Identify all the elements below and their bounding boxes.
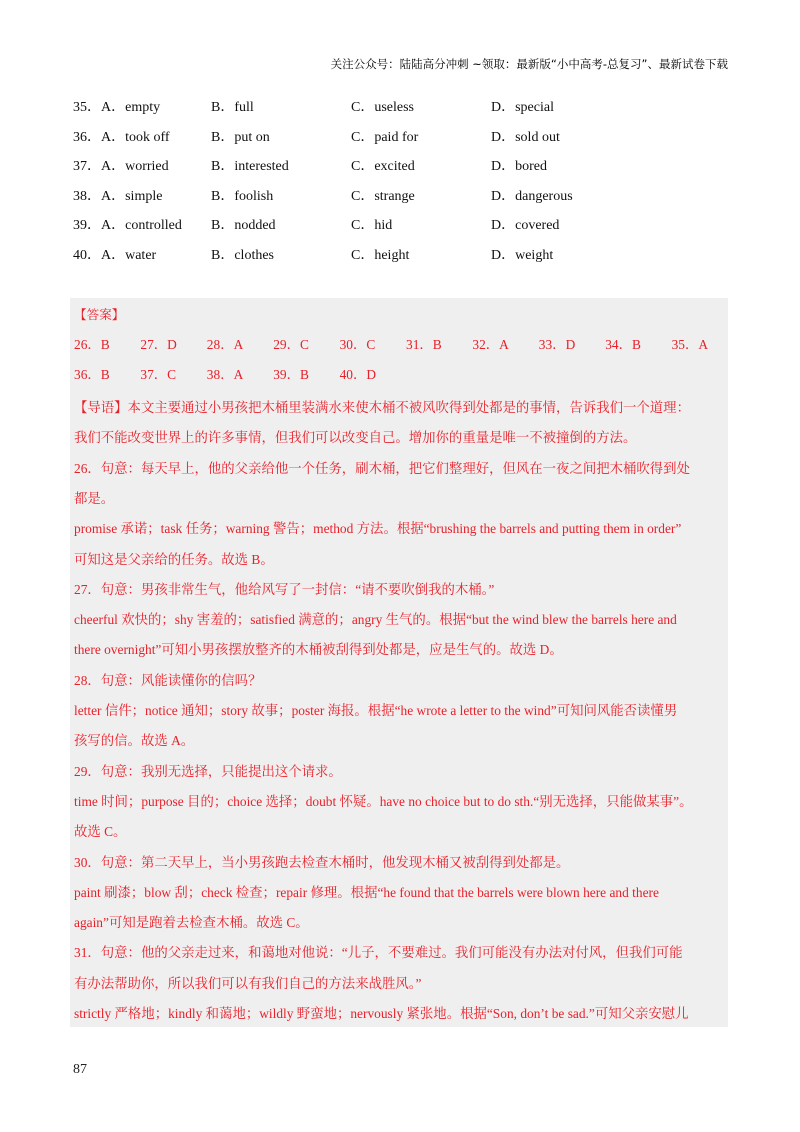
answer-key-item: 31．B — [406, 337, 442, 352]
explanation-line: paint 刷漆；blow 刮；check 检查；repair 修理。根据“he found that the barrels were blown here and there — [74, 884, 659, 900]
explanation-line: 26．句意：每天早上，他的父亲给他一个任务，刷木桶，把它们整理好，但风在一夜之间把木桶吹得到处 — [74, 460, 690, 476]
explanation-line: 31．句意：他的父亲走过来，和蔼地对他说：“儿子，不要难过。我们可能没有办法对付风，但我们可能 — [74, 945, 683, 961]
answer-label: 【答案】 — [74, 307, 125, 322]
explanation-line: time 时间；purpose 目的；choice 选择；doubt 怀疑。have no choice but to do sth.“别无选择，只能做某事”。 — [74, 793, 693, 809]
explanation-line: cheerful 欢快的；shy 害羞的；satisfied 满意的；angry 生气的。根据“but the wind blew the barrels here and — [74, 612, 677, 628]
option-d: D．dangerous — [491, 188, 573, 204]
answer-key-item: 40．D — [339, 367, 377, 382]
option-d: D．covered — [491, 218, 560, 234]
answer-key-item: 39．B — [273, 367, 309, 382]
option-num: 38．A．simple — [73, 188, 163, 204]
option-b: B．full — [211, 100, 254, 115]
answer-key-item: 33．D — [538, 337, 576, 352]
answer-key-item: 26．B — [74, 337, 110, 352]
option-b: B．put on — [211, 129, 270, 145]
explanation-line: 都是。 — [74, 490, 115, 506]
header-note: 关注公众号：陆陆高分冲刺 ~领取：最新版“小中高考-总复习”、最新试卷下载 — [330, 57, 728, 71]
explanation-line: promise 承诺；task 任务；warning 警告；method 方法。根据“brushing the barrels and putting them in order” — [74, 521, 682, 537]
option-row — [73, 186, 733, 216]
option-c: C．useless — [351, 100, 414, 115]
option-b: B．foolish — [211, 188, 274, 204]
answer-key-item: 35．A — [671, 337, 709, 352]
option-c: C．excited — [351, 159, 415, 175]
answer-key-item: 30．C — [339, 337, 376, 352]
explanation-line: 27．句意：男孩非常生气，他给风写了一封信：“请不要吹倒我的木桶。” — [74, 581, 495, 597]
explanation-line: 有办法帮助你，所以我们可以有我们自己的方法来战胜风。” — [74, 975, 422, 991]
answer-key-item: 38．A — [206, 367, 244, 382]
option-c: C．paid for — [351, 129, 419, 145]
option-num: 40．A．water — [73, 247, 157, 263]
answer-key-item: 29．C — [273, 337, 309, 352]
option-row — [73, 156, 733, 186]
explanation-line: 【导语】本文主要通过小男孩把木桶里装满水来使木桶不被风吹得到处都是的事情，告诉我们一个道理： — [74, 400, 690, 415]
answer-key-item: 36．B — [74, 367, 110, 382]
explanation-line: 可知这是父亲给的任务。故选 B。 — [74, 551, 274, 567]
option-c: C．hid — [351, 218, 393, 234]
option-b: B．nodded — [211, 218, 276, 234]
option-d: D．sold out — [491, 129, 560, 145]
option-row — [73, 245, 733, 275]
option-num: 39．A．controlled — [73, 218, 182, 234]
option-row — [73, 215, 733, 245]
explanation-line: strictly 严格地；kindly 和蔼地；wildly 野蛮地；nervously 紧张地。根据“Son, don’t be sad.”可知父亲安慰儿 — [74, 1006, 689, 1021]
options-list — [73, 97, 733, 275]
option-d: D．special — [491, 100, 554, 115]
option-c: C．strange — [351, 188, 415, 204]
option-num: 36．A．took off — [73, 129, 170, 145]
answer-key-item: 28．A — [206, 337, 244, 352]
answer-key-item: 37．C — [140, 367, 177, 382]
option-c: C．height — [351, 247, 410, 263]
option-b: B．interested — [211, 159, 289, 175]
answer-key-item: 27．D — [140, 337, 177, 352]
explanation-line: 我们不能改变世界上的许多事情，但我们可以改变自己。增加你的重量是唯一不被撞倒的方法。 — [74, 430, 637, 446]
explanation-line: 孩写的信。故选 A。 — [74, 733, 195, 749]
option-num: 35．A．empty — [73, 100, 161, 115]
explanation-line: there overnight”可知小男孩摆放整齐的木桶被刮得到处都是，应是生气的。故选 D。 — [74, 642, 563, 658]
explanation-line: 29．句意：我别无选择，只能提出这个请求。 — [74, 763, 342, 779]
explanation-line: again”可知是跑着去检查木桶。故选 C。 — [74, 915, 309, 931]
answer-key-row-1 — [74, 334, 728, 356]
option-d: D．bored — [491, 159, 547, 175]
option-b: B．clothes — [211, 247, 274, 263]
explanation-line: letter 信件；notice 通知；story 故事；poster 海报。根据“he wrote a letter to the wind”可知问风能否读懂男 — [74, 703, 678, 718]
answer-key-item: 32．A — [472, 337, 509, 352]
option-row — [73, 127, 733, 157]
page-number: 87 — [73, 1062, 87, 1077]
explanation-line: 故选 C。 — [74, 824, 127, 840]
option-row — [73, 97, 733, 127]
answer-key-row-2 — [74, 364, 728, 386]
option-num: 37．A．worried — [73, 159, 169, 175]
answer-key-item: 34．B — [605, 337, 641, 352]
explanation-line: 28．句意：风能读懂你的信吗？ — [74, 672, 262, 688]
option-d: D．weight — [491, 247, 554, 263]
explanation-line: 30．句意：第二天早上，当小男孩跑去检查木桶时，他发现木桶又被刮得到处都是。 — [74, 854, 570, 870]
